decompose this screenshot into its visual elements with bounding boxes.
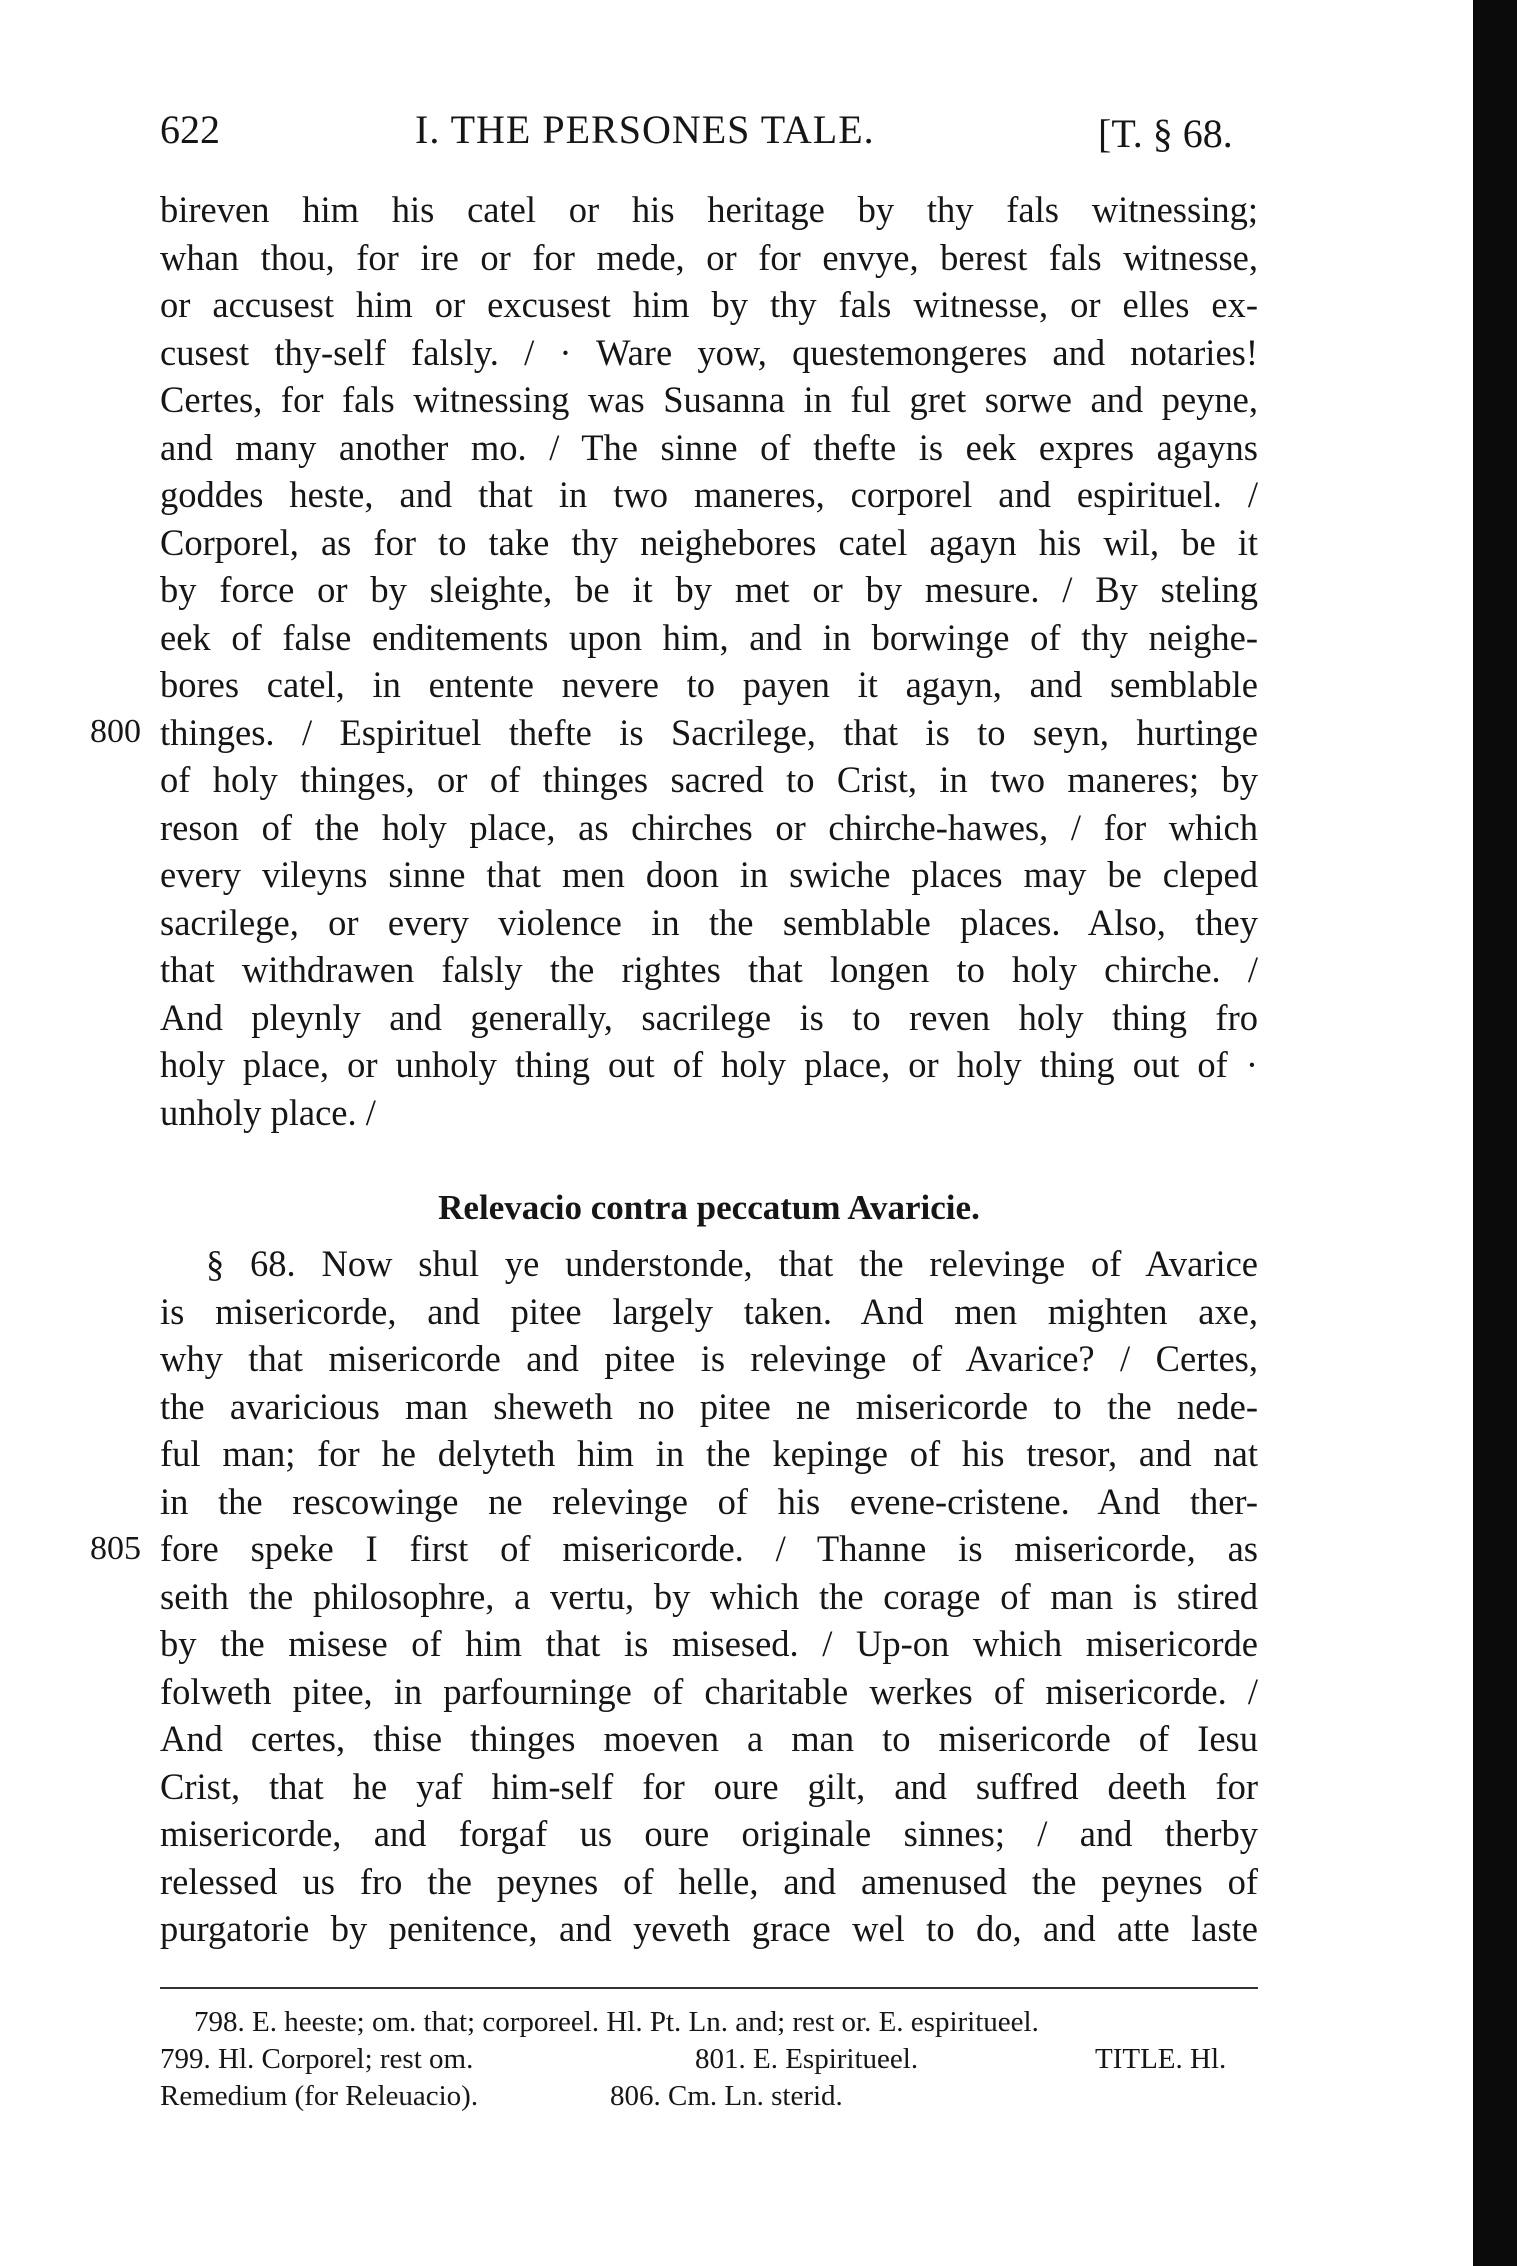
text-line: that withdrawen falsly the rightes that longen to holy chirche. /	[160, 949, 1258, 990]
page-edge-shadow	[1473, 0, 1517, 2266]
footnote-line	[160, 2004, 1258, 2041]
text-line: in the rescowinge ne relevinge of his evene-cristene. And ther-	[160, 1480, 1258, 1522]
text-line: thinges. / Espirituel thefte is Sacrilege, that is to seyn, hurtinge	[160, 711, 1258, 753]
section-reference: [T. § 68.	[1098, 111, 1233, 156]
text-line: seith the philosophre, a vertu, by which the corage of man is stired	[160, 1575, 1258, 1617]
text-line: And certes, thise thinges moeven a man to misericorde of Iesu	[160, 1718, 1258, 1759]
text-line: by force or by sleighte, be it by met or by mesure. / By steling	[160, 569, 1258, 610]
text-line: Certes, for fals witnessing was Susanna in ful gret sorwe and peyne,	[160, 379, 1258, 420]
line-number-805: 805	[90, 1530, 141, 1567]
text-line: cusest thy-self falsly. / · Ware yow, questemongeres and notaries!	[160, 331, 1258, 373]
text-line: § 68. Now shul ye understonde, that the relevinge of Avarice	[206, 1243, 1258, 1284]
text-line: and many another mo. / The sinne of thefte is eek expres agayns	[160, 426, 1258, 468]
text-line: goddes heste, and that in two maneres, corporel and espirituel. /	[160, 474, 1258, 515]
text-line: the avaricious man sheweth no pitee ne misericorde to the nede-	[160, 1385, 1258, 1427]
text-line: fore speke I first of misericorde. / Thanne is misericorde, as	[160, 1528, 1258, 1569]
footnote-rule	[160, 1987, 1258, 1989]
text-line: ful man; for he delyteth him in the kepinge of his tresor, and nat	[160, 1433, 1258, 1474]
text-line: eek of false enditements upon him, and in borwinge of thy neighe-	[160, 616, 1258, 658]
text-line: misericorde, and forgaf us oure originale sinnes; / and therby	[160, 1813, 1258, 1854]
text-line: purgatorie by penitence, and yeveth grace wel to do, and atte laste	[160, 1908, 1258, 1949]
line-number-800: 800	[90, 713, 141, 750]
running-title: I. THE PERSONES TALE.	[415, 107, 875, 152]
text-line: And pleynly and generally, sacrilege is to reven holy thing fro	[160, 996, 1258, 1038]
footnote-line	[160, 2078, 1258, 2115]
text-line: Corporel, as for to take thy neighebores catel agayn his wil, be it	[160, 521, 1258, 563]
footnote-798: 798. E. heeste; om. that; corporeel. Hl. Pt. Ln. and; rest or. E. espiritueel.	[194, 2006, 1039, 2038]
text-line: Crist, that he yaf him-self for oure gilt, and suffred deeth for	[160, 1765, 1258, 1807]
text-line: why that misericorde and pitee is relevinge of Avarice? / Certes,	[160, 1338, 1258, 1379]
text-line: whan thou, for ire or for mede, or for envye, berest fals witnesse,	[160, 236, 1258, 278]
page-number: 622	[160, 107, 220, 152]
text-line: every vileyns sinne that men doon in swiche places may be cleped	[160, 854, 1258, 895]
running-header	[160, 106, 1260, 162]
footnote-806: 806. Cm. Ln. sterid.	[610, 2080, 843, 2112]
text-line: by the misese of him that is misesed. / Up-on which misericorde	[160, 1623, 1258, 1664]
text-line: is misericorde, and pitee largely taken. And men mighten axe,	[160, 1290, 1258, 1332]
text-line: folweth pitee, in parfourninge of charitable werkes of misericorde. /	[160, 1670, 1258, 1712]
footnote-line	[160, 2041, 1258, 2078]
text-line: bores catel, in entente nevere to payen it agayn, and semblable	[160, 664, 1258, 705]
text-line: holy place, or unholy thing out of holy place, or holy thing out of ·	[160, 1044, 1258, 1085]
text-line: reson of the holy place, as chirches or chirche-hawes, / for which	[160, 806, 1258, 848]
text-line: or accusest him or excusest him by thy fals witnesse, or elles ex-	[160, 284, 1258, 325]
body-text-bottom	[160, 1240, 1258, 1953]
footnotes	[160, 2004, 1258, 2115]
text-line: unholy place. /	[160, 1091, 376, 1133]
footnote-801: 801. E. Espiritueel.	[695, 2043, 919, 2075]
section-heading: Relevacio contra peccatum Avaricie.	[438, 1188, 980, 1227]
text-line: sacrilege, or every violence in the semblable places. Also, they	[160, 901, 1258, 943]
footnote-remedium: Remedium (for Releuacio).	[160, 2080, 479, 2112]
text-line: bireven him his catel or his heritage by thy fals witnessing;	[160, 189, 1258, 230]
text-line: of holy thinges, or of thinges sacred to Crist, in two maneres; by	[160, 759, 1258, 800]
body-text-top	[160, 186, 1258, 1136]
footnote-799: 799. Hl. Corporel; rest om.	[160, 2043, 474, 2075]
footnote-title: TITLE. Hl.	[1095, 2043, 1227, 2075]
text-line: relessed us fro the peynes of helle, and amenused the peynes of	[160, 1860, 1258, 1902]
